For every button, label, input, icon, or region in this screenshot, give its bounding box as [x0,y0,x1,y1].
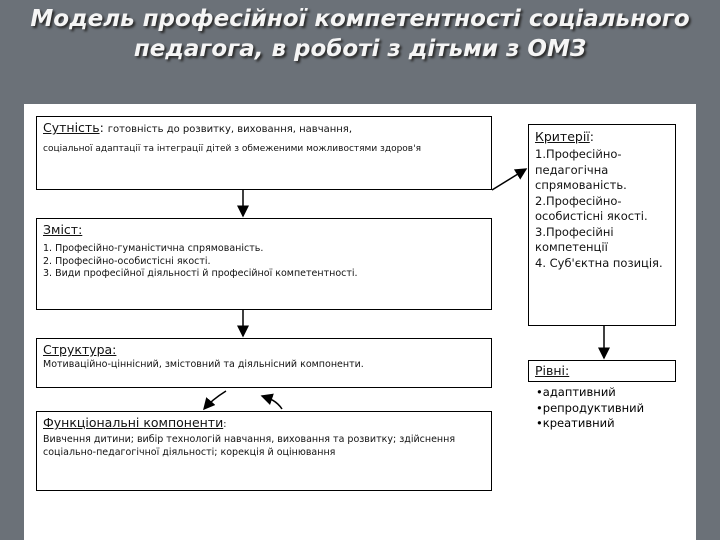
kryterii-item: 1.Професійно-педагогічна спрямованість. [535,147,627,192]
sutnist-colon: : [99,120,104,135]
slide-title: Модель професійної компетентності соціального педагога, в роботі з дітьми з ОМЗ [30,6,690,62]
kryterii-item: 3.Професійні компетенції [535,224,614,254]
kryterii-colon: : [589,129,595,144]
zmist-item: 3. Види професійної діяльності й професійної компетентності. [43,268,358,279]
rivni-item: •адаптивний [536,385,616,399]
arrow-funktsionalni-to-struktura [262,396,282,409]
sutnist-label: Сутність [43,120,100,135]
zmist-item: 2. Професійно-особистісні якості. [43,255,211,267]
funktsionalni-text: Вивчення дитини; вибір технологій навчання, виховання та розвитку; здійснення соціально-педагогічної діяльності; корекція й оцінювання [43,434,456,458]
connector-arrows [24,104,696,540]
struktura-text: Мотиваційно-ціннісний, змістовний та діяльнісний компоненти. [43,359,364,370]
rivni-item: •креативний [536,416,615,430]
sutnist-text-1: готовність до розвитку, виховання, навчання, [107,124,352,135]
kryterii-label: Критерії [535,129,590,144]
struktura-label: Структура: [43,342,117,357]
zmist-item: 1. Професійно-гуманістична спрямованість. [43,243,264,254]
zmist-label: Зміст: [43,222,83,237]
diagram-panel [24,104,696,540]
kryterii-item: 2.Професійно-особистісні якості. [535,193,648,223]
kryterii-item: 4. Суб'єктна позиція. [535,255,663,270]
arrow-sutnist-to-kryterii [492,169,526,190]
funktsionalni-label: Функціональні компоненти [43,415,224,430]
funktsionalni-colon: : [223,419,227,430]
arrow-struktura-to-funktsionalni [204,391,226,409]
rivni-item: •репродуктивний [536,400,645,415]
rivni-label: Рівні: [535,363,570,378]
sutnist-text-2: соціальної адаптації та інтеграції дітей з обмеженими можливостями здоров'я [43,144,421,154]
